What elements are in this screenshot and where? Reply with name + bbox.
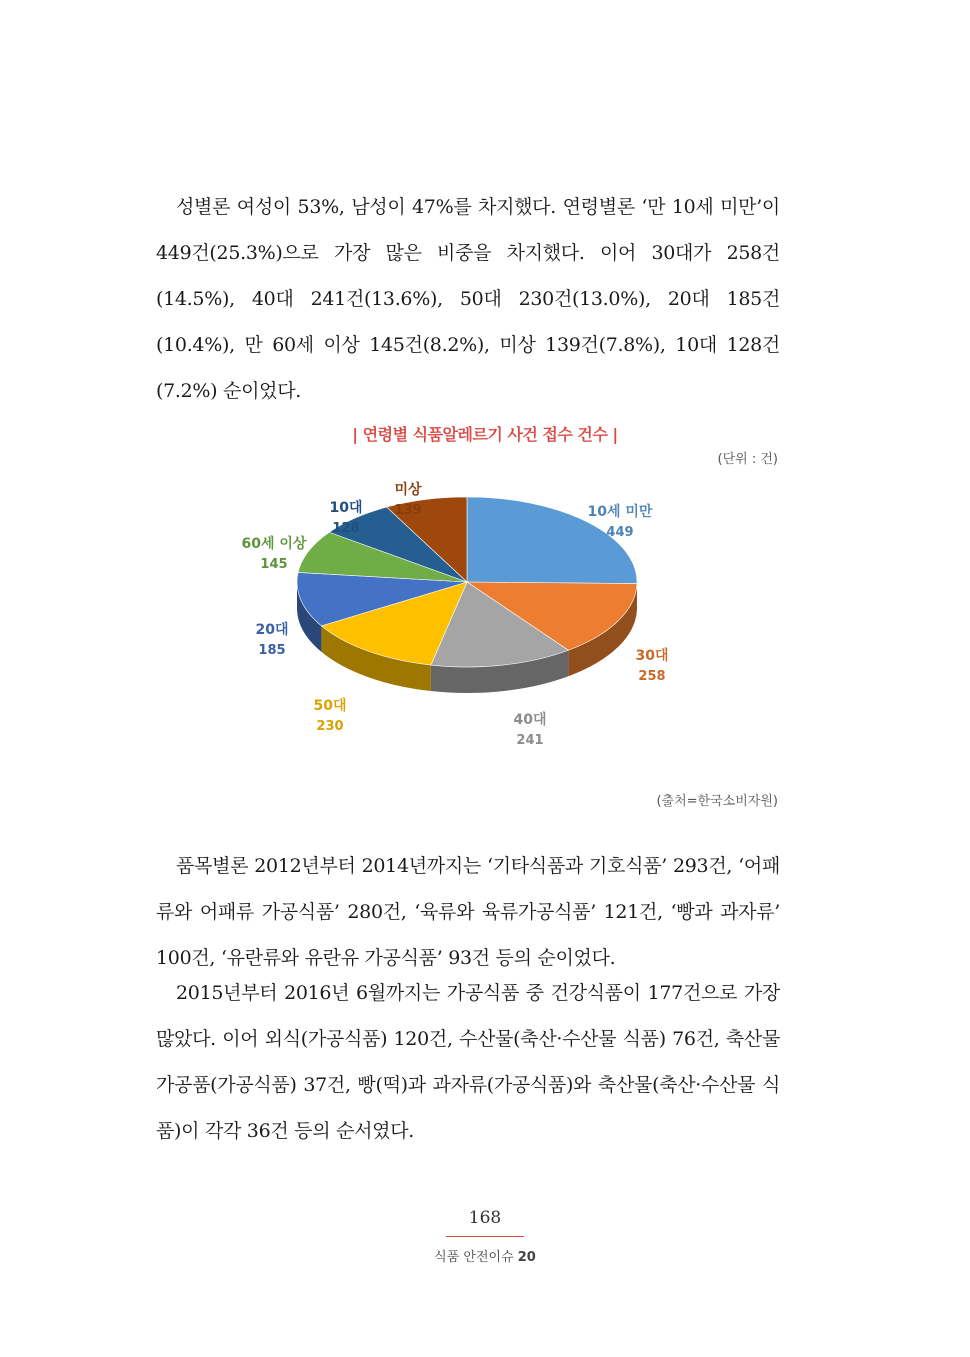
pie-value-10대: 128 <box>332 521 360 536</box>
pie-value-50대: 230 <box>316 719 344 734</box>
pie-value-10세-미만: 449 <box>606 525 634 540</box>
chart-title: | 연령별 식품알레르기 사건 접수 건수 | <box>352 425 618 444</box>
pie-label-미상: 미상 <box>394 482 422 498</box>
pie-value-30대: 258 <box>638 669 666 684</box>
book-title: 식품 안전이슈 <box>434 1250 514 1265</box>
paragraph-age-gender: 성별론 여성이 53%, 남성이 47%를 차지했다. 연령별론 ‘만 10세 미만’이 449건(25.3%)으로 가장 많은 비중을 차지했다. 이어 30대가 258건(14.5%), 40대 241건(13.6%), 50대 230건(13.0%), 20대 185건(10.4%), 만 60세 이상 145건(8.2%), 미상 139건(7.8%), 10대 128건(7.2%) 순이었다. <box>156 196 780 402</box>
pie-label-20대: 20대 <box>255 622 289 638</box>
paragraph-items-2012-2014: 품목별론 2012년부터 2014년까지는 ‘기타식품과 기호식품’ 293건, ‘어패류와 어패류 가공식품’ 280건, ‘육류와 육류가공식품’ 121건, ‘빵과 과자류’ 100건, ‘유란류와 유란유 가공식품’ 93건 등의 순이었다. <box>156 855 780 969</box>
pie-label-10세-미만: 10세 미만 <box>587 504 653 520</box>
pie-value-20대: 185 <box>258 643 286 658</box>
pie-label-60세-이상: 60세 이상 <box>241 536 307 552</box>
pie-value-미상: 139 <box>394 503 422 518</box>
chart-unit: (단위 : 건) <box>717 452 778 467</box>
page-number: 168 <box>468 1208 502 1228</box>
running-footer <box>0 1246 970 1265</box>
paragraph-items-2015-2016: 2015년부터 2016년 6월까지는 가공식품 중 건강식품이 177건으로 가장 많았다. 이어 외식(가공식품) 120건, 수산물(축산·수산물 식품) 76건, 축산물가공품(가공식품) 37건, 빵(떡)과 과자류(가공식품)와 축산물(축산·수산물 식품)이 각각 36건 등의 순서였다. <box>156 982 780 1142</box>
pie-label-30대: 30대 <box>635 648 669 664</box>
pie-value-60세-이상: 145 <box>260 557 288 572</box>
pie-label-40대: 40대 <box>513 712 547 728</box>
pie-value-40대: 241 <box>516 733 544 748</box>
pie-label-50대: 50대 <box>313 698 347 714</box>
pie-label-10대: 10대 <box>329 500 363 516</box>
pie-chart <box>0 470 970 770</box>
page-number-rule <box>446 1236 524 1237</box>
chart-source: (출처=한국소비자원) <box>656 794 778 809</box>
book-volume: 20 <box>517 1250 536 1265</box>
